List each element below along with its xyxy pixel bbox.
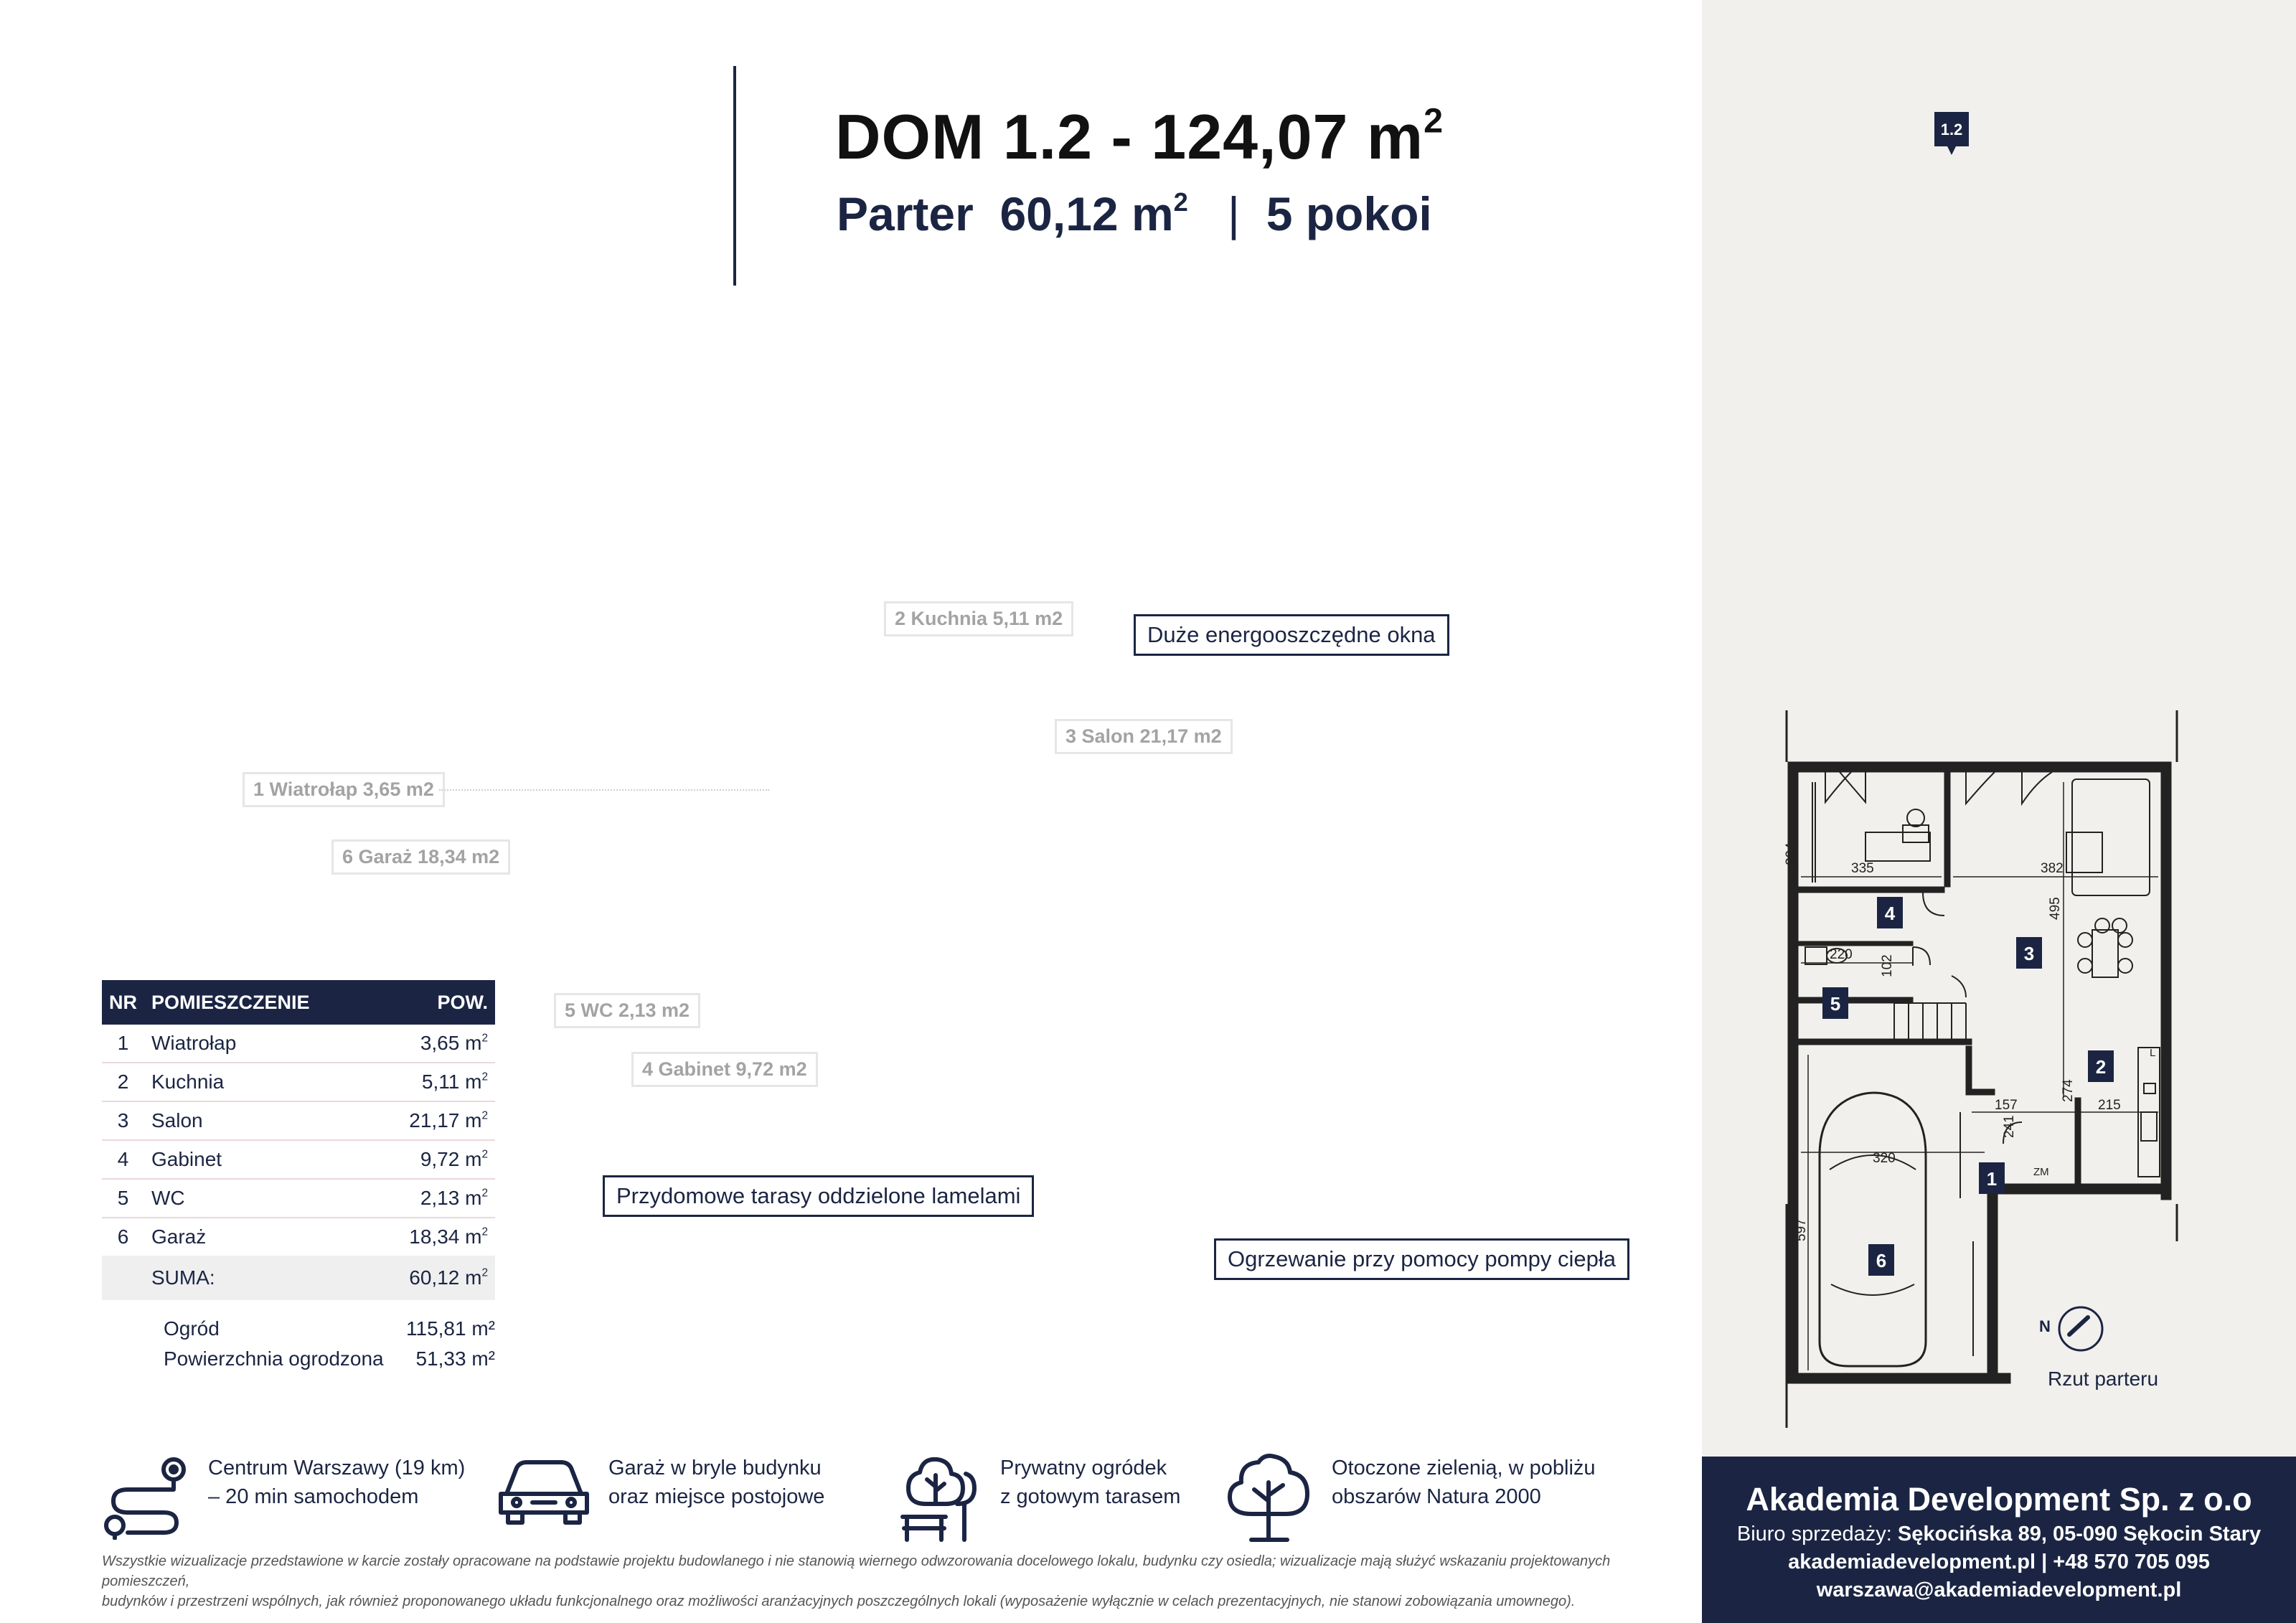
compass-north-label: N: [2039, 1317, 2051, 1335]
garden-bench-icon: [898, 1454, 984, 1543]
info-garden: Prywatny ogródek z gotowym tarasem: [898, 1454, 1180, 1543]
separator: |: [1227, 187, 1241, 240]
info-location: Centrum Warszawy (19 km) – 20 min samochodem: [99, 1454, 465, 1540]
svg-text:4: 4: [1884, 903, 1896, 924]
route-pin-icon: [99, 1454, 192, 1540]
svg-text:220: 220: [1830, 947, 1853, 962]
svg-text:241: 241: [2002, 1115, 2017, 1138]
feature-windows: Duże energooszczędne okna: [1134, 614, 1449, 656]
title-divider: [733, 66, 736, 286]
tag-gabinet: 4 Gabinet 9,72 m2: [631, 1052, 818, 1087]
svg-text:320: 320: [1873, 1151, 1896, 1166]
plan-caption: Rzut parteru: [2048, 1368, 2159, 1390]
svg-text:1: 1: [1986, 1168, 1998, 1190]
svg-text:157: 157: [1995, 1098, 2018, 1113]
svg-text:495: 495: [2048, 897, 2063, 920]
svg-text:382: 382: [2041, 861, 2064, 876]
svg-text:215: 215: [2098, 1098, 2121, 1113]
tag-garaz: 6 Garaż 18,34 m2: [331, 839, 510, 875]
floor-summary: [837, 187, 1432, 241]
room-table: [102, 980, 495, 1300]
tag-leader-line: [439, 789, 769, 791]
company-box: [1702, 1457, 2296, 1623]
svg-text:3: 3: [2023, 943, 2035, 964]
tree-icon: [1223, 1454, 1316, 1543]
tag-wiatrolap: 1 Wiatrołap 3,65 m2: [243, 772, 445, 807]
car-icon: [495, 1454, 593, 1525]
svg-text:2: 2: [2095, 1056, 2107, 1078]
feature-terraces: Przydomowe tarasy oddzielone lamelami: [603, 1175, 1034, 1217]
feature-heat-pump: Ogrzewanie przy pomocy pompy ciepła: [1214, 1238, 1629, 1280]
tag-wc: 5 WC 2,13 m2: [554, 993, 700, 1028]
svg-text:274: 274: [2061, 1079, 2076, 1102]
svg-text:597: 597: [1794, 1218, 1809, 1241]
office-line: Biuro sprzedaży: Sękocińska 89, 05-090 Sękocin Stary: [1736, 1523, 2262, 1546]
svg-text:1.2: 1.2: [1940, 121, 1963, 138]
disclaimer: Wszystkie wizualizacje przedstawione w karcie zostały opracowane na podstawie projektu budowlanego i nie stanowią wiernego odwzorowania docelowego lokalu, budynku czy osiedla; wizualizacje mają służyć wskazaniu projektowanych pomieszczeń, budynków i przestrzeni wspólnych, jak również proponowanego układu funkcjonalnego oraz możliwości aranżacyjnych poszczególnych lokali (wyposażenie wyłącznie w celach prezentacyjnych, nie stanowi zobowiązania umownego).: [102, 1553, 1611, 1609]
svg-text:5: 5: [1830, 993, 1841, 1015]
floor-area: 60,12 $m^2$: [999, 187, 1188, 240]
svg-text:6: 6: [1876, 1250, 1887, 1271]
tag-kuchnia: 2 Kuchnia 5,11 m2: [884, 601, 1073, 636]
table-row: 3 Salon 21,17 $m^2$: [102, 1101, 495, 1140]
svg-text:L: L: [2150, 1047, 2156, 1059]
location-marker: [1934, 112, 1969, 156]
table-row: 4 Gabinet 9,72 $m^2$: [102, 1140, 495, 1179]
table-row: 5 WC 2,13 $m^2$: [102, 1179, 495, 1218]
info-garage: Garaż w bryle budynku oraz miejsce postojowe: [495, 1454, 824, 1525]
table-row: 1 Wiatrołap 3,65 $m^2$: [102, 1025, 495, 1063]
table-row: 2 Kuchnia 5,11 $m^2$: [102, 1063, 495, 1101]
email-link[interactable]: warszawa@akademiadevelopment.pl: [1816, 1579, 2182, 1601]
col-room: POMIESZCZENIE: [144, 980, 372, 1025]
fenced-area-row: Powierzchnia ogrodzona 51,33 m²: [164, 1347, 495, 1370]
table-header-row: [102, 980, 495, 1025]
col-area: POW.: [372, 980, 495, 1025]
company-name: Akademia Development Sp. z o.o: [1746, 1481, 2252, 1518]
svg-text:335: 335: [1851, 861, 1874, 876]
svg-text:ZM: ZM: [2033, 1166, 2049, 1178]
table-row: 6 Garaż 18,34 $m^2$: [117, 1226, 488, 1248]
garden-row: Ogród 115,81 m²: [164, 1317, 495, 1340]
info-nature: Otoczone zielenią, w pobliżu obszarów Natura 2000: [1223, 1454, 1596, 1543]
page-title: DOM 1.2 - 124,07 $m^2$: [835, 101, 1444, 172]
floor-label: Parter: [837, 187, 974, 240]
floorplan-drawing: [1751, 710, 2196, 1428]
table-sum-row: SUMA: 60,12 $m^2$: [102, 1256, 495, 1300]
website-phone[interactable]: akademiadevelopment.pl | +48 570 705 095: [1788, 1551, 2210, 1573]
garden-areas: [164, 1317, 495, 1378]
svg-text:102: 102: [1880, 954, 1895, 977]
svg-text:294: 294: [1784, 842, 1799, 865]
col-nr: NR: [102, 980, 144, 1025]
rooms-count: 5 pokoi: [1266, 187, 1432, 240]
tag-salon: 3 Salon 21,17 m2: [1055, 719, 1233, 754]
